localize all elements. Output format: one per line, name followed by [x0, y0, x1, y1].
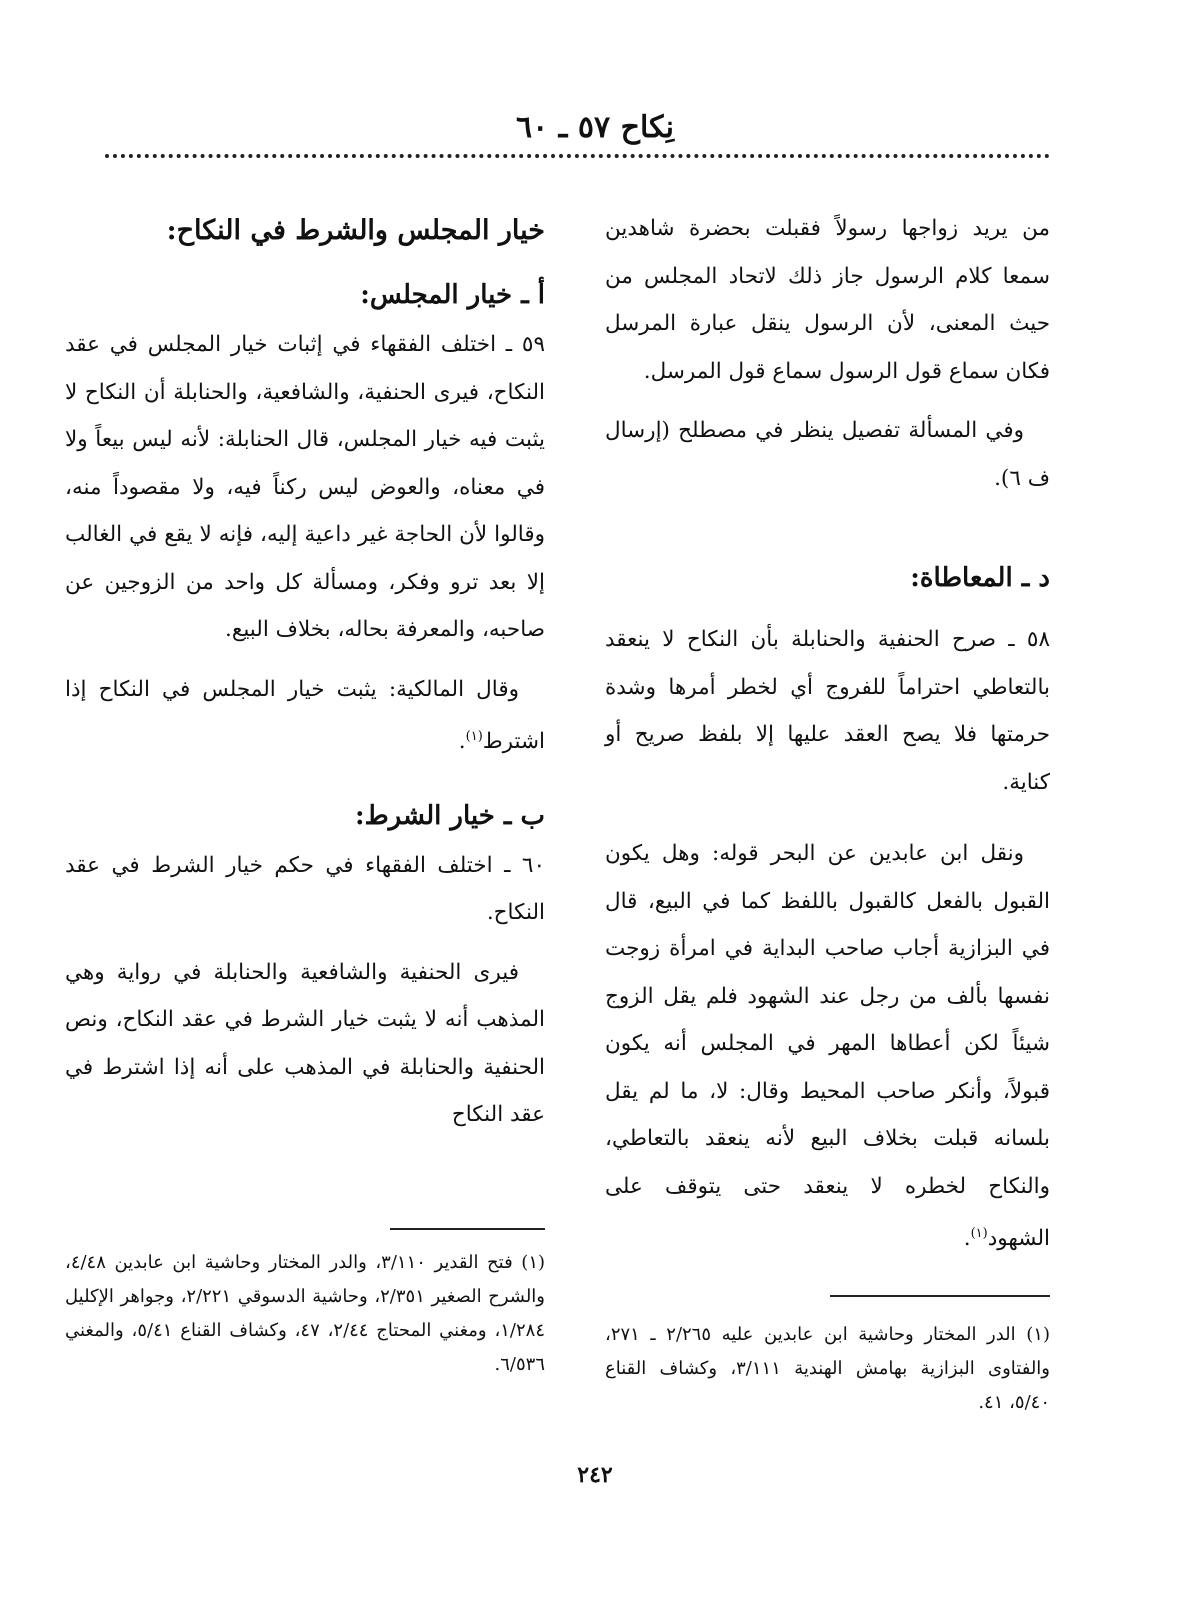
heading-khiyar-majlis: أ ـ خيار المجلس:: [360, 280, 545, 310]
footnote-right: (١) الدر المختار وحاشية ابن عابدين عليه ٢/٢٦٥ ـ ٢٧١، والفتاوى البزازية بهامش الهندية ٣/١١١، وكشاف القناع ٥/٤٠، ٤١.: [605, 1324, 1050, 1413]
heading-khiyar-shart: ب ـ خيار الشرط:: [355, 800, 545, 831]
paragraph-59: ٥٩ ـ اختلف الفقهاء في إثبات خيار المجلس في عقد النكاح، فيرى الحنفية، والشافعية، والحنابلة أن النكاح لا يثبت فيه خيار المجلس، قال الحنابلة: لأنه ليس بيعاً ولا في معناه، والعوض ليس ركناً فيه، ولا مقصوداً منه، وقالوا لأن الحاجة غير داعية إليه، فإنه لا يقع في الغالب إلا بعد ترو وفكر، ومسألة كل واحد من الزوجين عن صاحبه، والمعرفة بحاله، بخلاف البيع.: [65, 332, 545, 642]
running-header: نِكاح ٥٧ ـ ٦٠: [515, 110, 675, 145]
page-number: ٢٤٢: [577, 1462, 613, 1488]
paragraph-ibn-abidin: [605, 830, 1050, 1263]
paragraph-ibn-abidin-text: ونقل ابن عابدين عن البحر قوله: وهل يكون القبول بالفعل كالقبول باللفظ كما في البيع، قال في البزازية أجاب صاحب البداية في امرأة زوجت نفسها بألف من رجل عند الشهود فلم يقل الزوج شيئاً لكن أعطاها المهر في المجلس أنه يكون قبولاً، وأنكر صاحب المحيط وقال: لا، ما لم يقل بلسانه قبلت بخلاف البيع لأنه ينعقد بالتعاطي، والنكاح لخطره لا ينعقد حتى يتوقف على الشهود: [605, 841, 1050, 1252]
footnote-marker: (١): [970, 1226, 988, 1241]
left-column: [65, 205, 545, 1139]
paragraph-messenger: من يريد زواجها رسولاً فقبلت بحضرة شاهدين سمعا كلام الرسول جاز ذلك لاتحاد المجلس من حيث المعنى، لأن الرسول ينقل عبارة المرسل فكان سماع قول الرسول سماع قول المرسل.: [605, 216, 1050, 384]
footnote-separator: [390, 1228, 545, 1230]
paragraph-hanafiyya: فيرى الحنفية والشافعية والحنابلة في رواية وهي المذهب أنه لا يثبت خيار الشرط في عقد النكاح، ونص الحنفية والحنابلة في المذهب على أنه إذا اشترط في عقد النكاح: [65, 959, 545, 1128]
paragraph-end-mark: .: [458, 729, 466, 755]
paragraph-malikiyya-text: وقال المالكية: يثبت خيار المجلس في النكاح إذا اشترط: [65, 676, 545, 755]
footnote-left: (١) فتح القدير ٣/١١٠، والدر المختار وحاشية ابن عابدين ٤/٤٨، والشرح الصغير ٢/٣٥١، وحاشية الدسوقي ٢/٢٢١، وجواهر الإكليل ١/٢٨٤، ومغني المحتاج ٢/٤٤، ٤٧، وكشاف القناع ٥/٤١، والمغني ٦/٥٣٦.: [65, 1252, 546, 1375]
paragraph-malikiyya: [65, 666, 545, 766]
heading-muataat: د ـ المعاطاة:: [910, 563, 1050, 593]
paragraph-cross-reference: وفي المسألة تفصيل ينظر في مصطلح (إرسال ف ٦).: [605, 418, 1050, 491]
paragraph-end-mark: .: [963, 1226, 971, 1252]
footnote-marker: (١): [465, 729, 483, 744]
right-column: [605, 205, 1050, 1263]
paragraph-60: ٦٠ ـ اختلف الفقهاء في حكم خيار الشرط في عقد النكاح.: [65, 852, 545, 926]
footnote-separator: [830, 1295, 1050, 1297]
paragraph-58: ٥٨ ـ صرح الحنفية والحنابلة بأن النكاح لا ينعقد بالتعاطي احتراماً للفروج أي لخطر أمرها وشدة حرمتها فلا يصح العقد عليها إلا بلفظ صريح أو كناية.: [605, 627, 1050, 795]
section-heading: خيار المجلس والشرط في النكاح:: [166, 215, 545, 246]
header-dotted-rule: [105, 154, 1050, 158]
